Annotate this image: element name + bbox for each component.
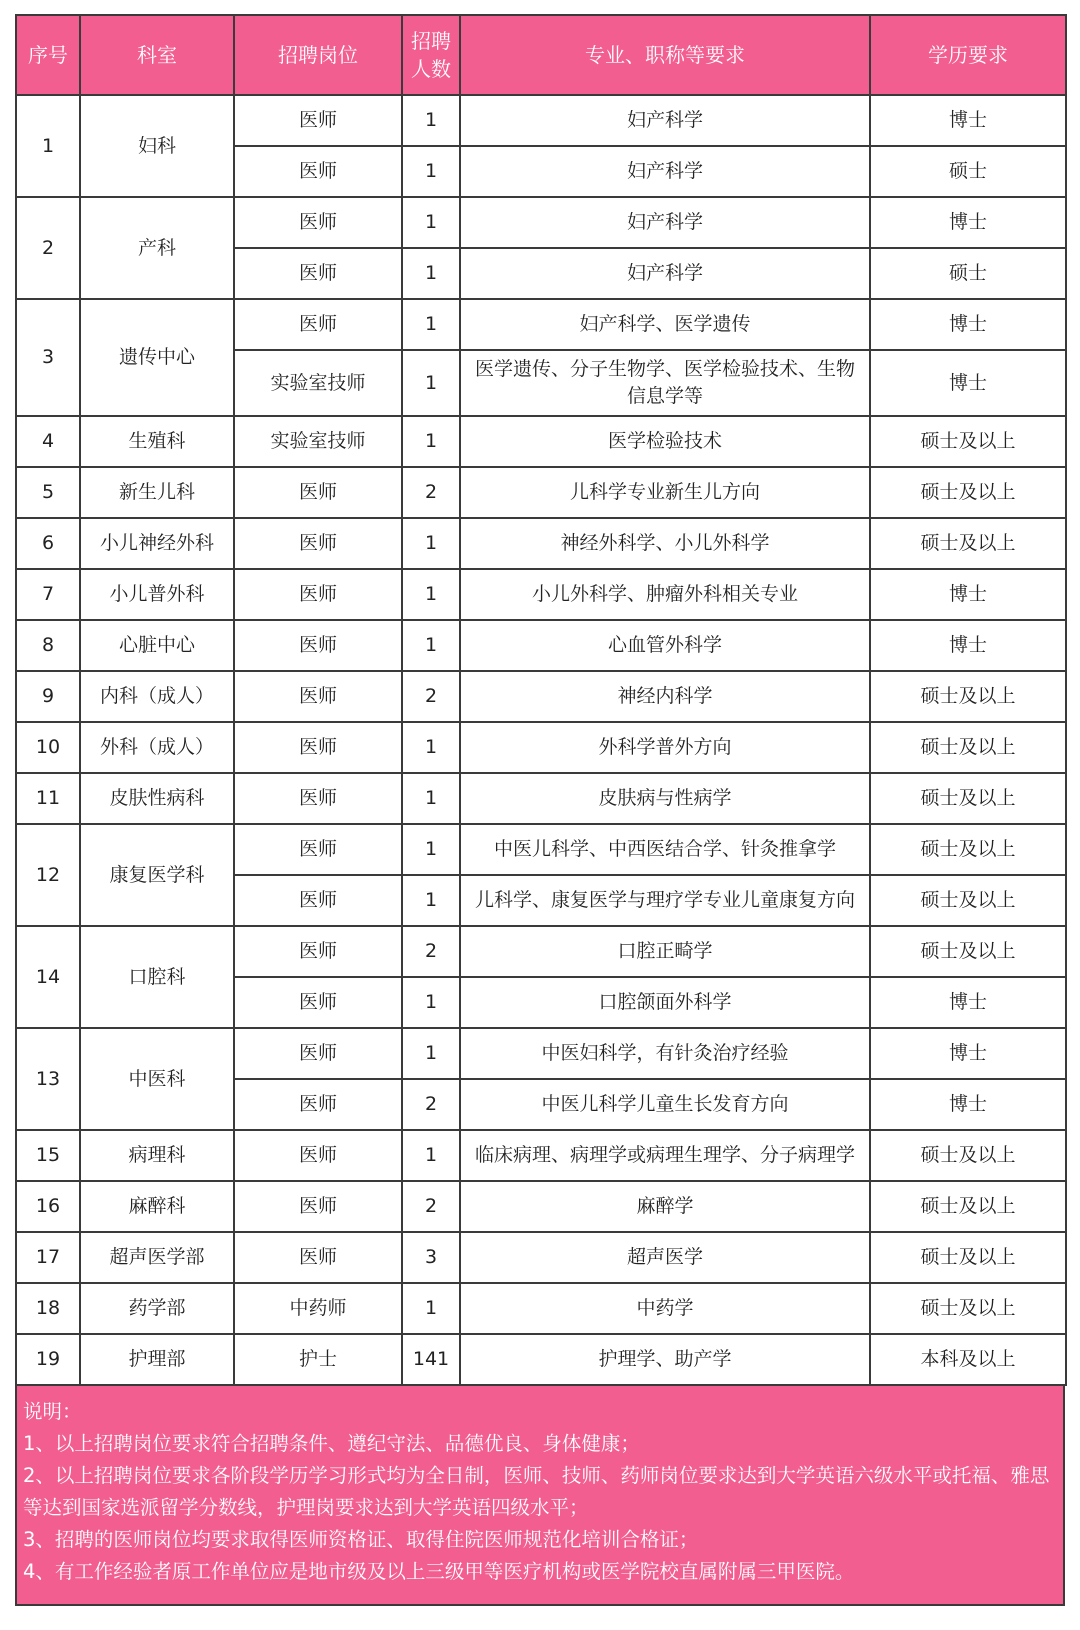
cell-major: 妇产科学 xyxy=(460,248,870,299)
cell-position: 医师 xyxy=(234,518,402,569)
cell-dept: 妇科 xyxy=(80,95,234,197)
cell-dept: 中医科 xyxy=(80,1028,234,1130)
cell-edu: 硕士及以上 xyxy=(870,926,1066,977)
cell-dept: 遗传中心 xyxy=(80,299,234,416)
cell-position: 医师 xyxy=(234,773,402,824)
table-row xyxy=(16,671,1066,722)
cell-count: 1 xyxy=(402,722,460,773)
cell-no: 2 xyxy=(16,197,80,299)
header-position: 招聘岗位 xyxy=(234,15,402,95)
cell-position: 医师 xyxy=(234,926,402,977)
cell-count: 1 xyxy=(402,299,460,350)
cell-count: 2 xyxy=(402,926,460,977)
cell-no: 12 xyxy=(16,824,80,926)
table-row xyxy=(16,95,1066,146)
cell-major: 中医儿科学儿童生长发育方向 xyxy=(460,1079,870,1130)
cell-count: 1 xyxy=(402,977,460,1028)
cell-no: 8 xyxy=(16,620,80,671)
cell-no: 16 xyxy=(16,1181,80,1232)
cell-position: 实验室技师 xyxy=(234,416,402,467)
cell-count: 1 xyxy=(402,569,460,620)
cell-no: 9 xyxy=(16,671,80,722)
cell-position: 医师 xyxy=(234,620,402,671)
cell-dept: 外科（成人） xyxy=(80,722,234,773)
cell-dept: 口腔科 xyxy=(80,926,234,1028)
cell-dept: 内科（成人） xyxy=(80,671,234,722)
table-row xyxy=(16,1334,1066,1385)
cell-position: 医师 xyxy=(234,722,402,773)
table-row xyxy=(16,1283,1066,1334)
cell-edu: 硕士及以上 xyxy=(870,722,1066,773)
cell-position: 医师 xyxy=(234,197,402,248)
cell-position: 医师 xyxy=(234,569,402,620)
cell-no: 1 xyxy=(16,95,80,197)
cell-count: 1 xyxy=(402,518,460,569)
cell-major: 口腔正畸学 xyxy=(460,926,870,977)
table-header xyxy=(16,15,1066,95)
cell-no: 19 xyxy=(16,1334,80,1385)
cell-edu: 硕士 xyxy=(870,248,1066,299)
cell-edu: 硕士及以上 xyxy=(870,875,1066,926)
cell-position: 医师 xyxy=(234,824,402,875)
table-row xyxy=(16,620,1066,671)
cell-edu: 硕士及以上 xyxy=(870,467,1066,518)
cell-major: 儿科学专业新生儿方向 xyxy=(460,467,870,518)
cell-position: 医师 xyxy=(234,1232,402,1283)
cell-edu: 硕士及以上 xyxy=(870,1130,1066,1181)
cell-edu: 硕士及以上 xyxy=(870,671,1066,722)
note-item-1: 1、以上招聘岗位要求符合招聘条件、遵纪守法、品德优良、身体健康； xyxy=(23,1432,640,1455)
recruitment-table xyxy=(15,14,1067,1386)
cell-major: 心血管外科学 xyxy=(460,620,870,671)
cell-count: 1 xyxy=(402,875,460,926)
header-dept: 科室 xyxy=(80,15,234,95)
cell-position: 医师 xyxy=(234,977,402,1028)
cell-position: 医师 xyxy=(234,875,402,926)
cell-position: 医师 xyxy=(234,671,402,722)
cell-edu: 硕士及以上 xyxy=(870,1232,1066,1283)
cell-no: 15 xyxy=(16,1130,80,1181)
cell-dept: 产科 xyxy=(80,197,234,299)
cell-no: 4 xyxy=(16,416,80,467)
cell-position: 医师 xyxy=(234,467,402,518)
table-row xyxy=(16,824,1066,875)
recruitment-document xyxy=(15,14,1065,1606)
note-item-3: 3、招聘的医师岗位均要求取得医师资格证、取得住院医师规范化培训合格证； xyxy=(23,1528,699,1551)
cell-position: 医师 xyxy=(234,146,402,197)
cell-position: 医师 xyxy=(234,248,402,299)
cell-edu: 博士 xyxy=(870,620,1066,671)
cell-count: 1 xyxy=(402,824,460,875)
cell-no: 6 xyxy=(16,518,80,569)
cell-major: 外科学普外方向 xyxy=(460,722,870,773)
cell-major: 麻醉学 xyxy=(460,1181,870,1232)
cell-major: 妇产科学 xyxy=(460,197,870,248)
cell-no: 7 xyxy=(16,569,80,620)
cell-count: 2 xyxy=(402,1079,460,1130)
cell-edu: 硕士 xyxy=(870,146,1066,197)
cell-count: 1 xyxy=(402,95,460,146)
cell-dept: 小儿普外科 xyxy=(80,569,234,620)
table-body xyxy=(16,95,1066,1385)
cell-dept: 护理部 xyxy=(80,1334,234,1385)
table-row xyxy=(16,569,1066,620)
cell-major: 临床病理、病理学或病理生理学、分子病理学 xyxy=(460,1130,870,1181)
cell-major: 超声医学 xyxy=(460,1232,870,1283)
cell-no: 3 xyxy=(16,299,80,416)
cell-count: 1 xyxy=(402,248,460,299)
cell-position: 医师 xyxy=(234,1130,402,1181)
header-row xyxy=(16,15,1066,95)
cell-count: 1 xyxy=(402,197,460,248)
cell-edu: 本科及以上 xyxy=(870,1334,1066,1385)
cell-major: 神经外科学、小儿外科学 xyxy=(460,518,870,569)
cell-dept: 麻醉科 xyxy=(80,1181,234,1232)
cell-major: 中药学 xyxy=(460,1283,870,1334)
cell-count: 1 xyxy=(402,416,460,467)
cell-position: 医师 xyxy=(234,299,402,350)
table-row xyxy=(16,1028,1066,1079)
header-edu: 学历要求 xyxy=(870,15,1066,95)
cell-major: 皮肤病与性病学 xyxy=(460,773,870,824)
cell-major: 中医儿科学、中西医结合学、针灸推拿学 xyxy=(460,824,870,875)
cell-position: 中药师 xyxy=(234,1283,402,1334)
cell-major: 口腔颌面外科学 xyxy=(460,977,870,1028)
cell-no: 13 xyxy=(16,1028,80,1130)
cell-major: 护理学、助产学 xyxy=(460,1334,870,1385)
cell-position: 护士 xyxy=(234,1334,402,1385)
table-row xyxy=(16,467,1066,518)
cell-major: 儿科学、康复医学与理疗学专业儿童康复方向 xyxy=(460,875,870,926)
cell-position: 实验室技师 xyxy=(234,350,402,416)
cell-edu: 博士 xyxy=(870,197,1066,248)
cell-dept: 生殖科 xyxy=(80,416,234,467)
note-item-2: 2、以上招聘岗位要求各阶段学历学习形式均为全日制，医师、技师、药师岗位要求达到大学英语六级水平或托福、雅思等达到国家选派留学分数线，护理岗要求达到大学英语四级水平； xyxy=(23,1464,1050,1519)
cell-dept: 心脏中心 xyxy=(80,620,234,671)
cell-position: 医师 xyxy=(234,1181,402,1232)
cell-major: 妇产科学 xyxy=(460,95,870,146)
cell-edu: 硕士及以上 xyxy=(870,1181,1066,1232)
table-row xyxy=(16,1181,1066,1232)
cell-major: 中医妇科学，有针灸治疗经验 xyxy=(460,1028,870,1079)
cell-major: 医学遗传、分子生物学、医学检验技术、生物信息学等 xyxy=(460,350,870,416)
table-row xyxy=(16,197,1066,248)
cell-count: 2 xyxy=(402,671,460,722)
cell-count: 1 xyxy=(402,773,460,824)
cell-major: 医学检验技术 xyxy=(460,416,870,467)
notes-title: 说明： xyxy=(23,1400,82,1423)
cell-dept: 皮肤性病科 xyxy=(80,773,234,824)
cell-edu: 硕士及以上 xyxy=(870,416,1066,467)
cell-edu: 硕士及以上 xyxy=(870,773,1066,824)
cell-position: 医师 xyxy=(234,1028,402,1079)
cell-dept: 康复医学科 xyxy=(80,824,234,926)
cell-edu: 博士 xyxy=(870,569,1066,620)
cell-no: 5 xyxy=(16,467,80,518)
cell-major: 妇产科学、医学遗传 xyxy=(460,299,870,350)
cell-major: 妇产科学 xyxy=(460,146,870,197)
cell-count: 2 xyxy=(402,1181,460,1232)
cell-position: 医师 xyxy=(234,1079,402,1130)
cell-no: 17 xyxy=(16,1232,80,1283)
notes-section xyxy=(15,1386,1065,1606)
cell-dept: 药学部 xyxy=(80,1283,234,1334)
header-count: 招聘人数 xyxy=(402,15,460,95)
table-row xyxy=(16,1130,1066,1181)
cell-position: 医师 xyxy=(234,95,402,146)
table-row xyxy=(16,773,1066,824)
table-row xyxy=(16,299,1066,350)
cell-edu: 博士 xyxy=(870,95,1066,146)
cell-edu: 博士 xyxy=(870,299,1066,350)
cell-edu: 博士 xyxy=(870,1079,1066,1130)
cell-count: 141 xyxy=(402,1334,460,1385)
cell-edu: 博士 xyxy=(870,1028,1066,1079)
cell-no: 11 xyxy=(16,773,80,824)
cell-count: 3 xyxy=(402,1232,460,1283)
cell-no: 10 xyxy=(16,722,80,773)
table-row xyxy=(16,518,1066,569)
cell-count: 1 xyxy=(402,620,460,671)
cell-dept: 超声医学部 xyxy=(80,1232,234,1283)
cell-count: 1 xyxy=(402,1028,460,1079)
cell-count: 1 xyxy=(402,350,460,416)
table-row xyxy=(16,926,1066,977)
cell-no: 18 xyxy=(16,1283,80,1334)
cell-major: 小儿外科学、肿瘤外科相关专业 xyxy=(460,569,870,620)
cell-count: 1 xyxy=(402,146,460,197)
header-no: 序号 xyxy=(16,15,80,95)
note-item-4: 4、有工作经验者原工作单位应是地市级及以上三级甲等医疗机构或医学院校直属附属三甲医院。 xyxy=(23,1560,855,1583)
table-row xyxy=(16,1232,1066,1283)
cell-dept: 新生儿科 xyxy=(80,467,234,518)
cell-edu: 博士 xyxy=(870,350,1066,416)
cell-count: 1 xyxy=(402,1130,460,1181)
cell-dept: 小儿神经外科 xyxy=(80,518,234,569)
cell-count: 2 xyxy=(402,467,460,518)
table-row xyxy=(16,416,1066,467)
header-major: 专业、职称等要求 xyxy=(460,15,870,95)
cell-edu: 硕士及以上 xyxy=(870,1283,1066,1334)
cell-dept: 病理科 xyxy=(80,1130,234,1181)
cell-no: 14 xyxy=(16,926,80,1028)
table-row xyxy=(16,722,1066,773)
cell-count: 1 xyxy=(402,1283,460,1334)
cell-edu: 博士 xyxy=(870,977,1066,1028)
cell-edu: 硕士及以上 xyxy=(870,824,1066,875)
cell-major: 神经内科学 xyxy=(460,671,870,722)
cell-edu: 硕士及以上 xyxy=(870,518,1066,569)
